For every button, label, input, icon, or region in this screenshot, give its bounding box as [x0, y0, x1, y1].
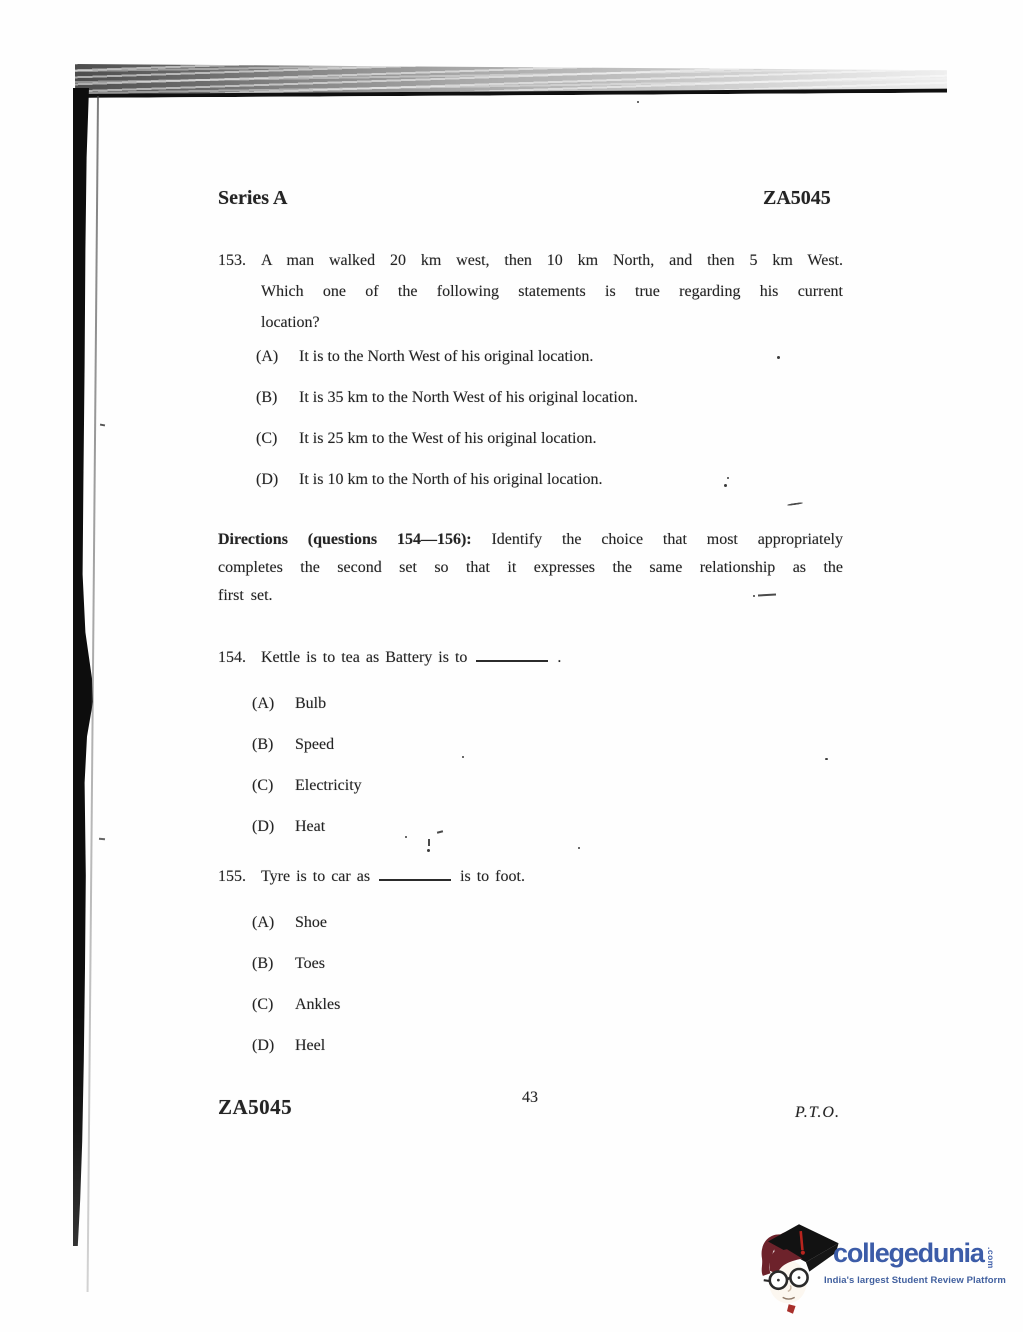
- question-153-number: 153.: [218, 252, 246, 269]
- question-153-line-3: location?: [261, 314, 320, 331]
- option-text: It is 10 km to the North of his original location.: [299, 471, 603, 488]
- scan-speck: [825, 758, 828, 760]
- question-154-option-c: [252, 776, 362, 796]
- option-text: It is to the North West of his original location.: [299, 348, 594, 365]
- page-number: 43: [522, 1089, 538, 1106]
- option-text: Heat: [295, 818, 326, 835]
- question-153-option-a: [256, 347, 593, 367]
- option-text: Heel: [295, 1037, 326, 1054]
- scan-speck: [462, 756, 464, 758]
- option-text: Toes: [295, 955, 325, 972]
- directions-text: Identify the choice that most appropriately: [491, 531, 844, 548]
- question-153-option-d: [256, 470, 603, 490]
- question-153-option-b: [256, 388, 638, 408]
- option-text: Shoe: [295, 914, 327, 931]
- question-155-text: [261, 867, 525, 887]
- option-label: (D): [252, 1037, 275, 1054]
- option-label: (C): [256, 430, 278, 447]
- question-154-option-d: [252, 817, 325, 837]
- question-155-option-a: [252, 913, 327, 933]
- question-154-number: 154.: [218, 649, 246, 666]
- question-153-option-c: [256, 429, 597, 449]
- scan-speck: [578, 847, 580, 849]
- option-label: (D): [252, 818, 275, 835]
- question-155-number: 155.: [218, 868, 246, 885]
- question-154-post-blank: .: [557, 649, 562, 666]
- scan-speck: [100, 424, 105, 427]
- option-text: It is 35 km to the North West of his original location.: [299, 389, 638, 406]
- scan-page-edge-band: [75, 59, 947, 98]
- question-153-line-1: A man walked 20 km west, then 10 km North, and then 5 km West.: [261, 252, 843, 269]
- pto-label: P.T.O.: [795, 1104, 840, 1121]
- question-154-option-b: [252, 735, 334, 755]
- question-154-pre-blank: Kettle is to tea as Battery is to: [261, 649, 468, 666]
- scan-speck: [724, 484, 727, 487]
- option-text: Bulb: [295, 695, 327, 712]
- answer-blank: [379, 874, 451, 881]
- question-155-post-blank: is to foot.: [460, 868, 525, 885]
- option-text: Ankles: [295, 996, 341, 1013]
- scan-speck: [753, 595, 755, 597]
- question-154-option-a: [252, 694, 326, 714]
- collegedunia-tagline: India's largest Student Review Platform: [824, 1275, 1006, 1286]
- option-label: (B): [256, 389, 278, 406]
- option-text: Speed: [295, 736, 335, 753]
- scan-speck: [428, 839, 430, 846]
- option-label: (A): [252, 914, 275, 931]
- paper-code-header: ZA5045: [763, 187, 831, 209]
- directions-line-2: completes the second set so that it expresses the same relationship as the: [218, 559, 843, 576]
- scan-speck: [427, 849, 430, 852]
- scan-speck: [437, 830, 443, 833]
- directions-line-3: first set.: [218, 587, 273, 604]
- option-text: It is 25 km to the West of his original location.: [299, 430, 597, 447]
- scan-speck: [637, 101, 639, 103]
- series-label: Series A: [218, 187, 288, 209]
- directions-line-1: [218, 526, 843, 554]
- scan-speck: [99, 838, 105, 841]
- option-text: Electricity: [295, 777, 362, 794]
- option-label: (C): [252, 777, 274, 794]
- scan-speck: [727, 477, 729, 479]
- paper-code-footer: ZA5045: [218, 1095, 293, 1119]
- option-label: (B): [252, 736, 274, 753]
- question-154-text: [261, 648, 561, 668]
- question-155-option-d: [252, 1036, 325, 1056]
- option-label: (B): [252, 955, 274, 972]
- scan-speck: [777, 356, 780, 359]
- collegedunia-brand-text: collegedunia: [833, 1238, 984, 1268]
- answer-blank: [476, 655, 548, 662]
- question-155-option-c: [252, 995, 340, 1015]
- question-153-line-2: Which one of the following statements is true regarding his current: [261, 283, 843, 300]
- question-155-option-b: [252, 954, 325, 974]
- directions-heading: Directions (questions 154—156):: [218, 531, 472, 548]
- option-label: (D): [256, 471, 279, 488]
- question-153-text: [261, 245, 843, 338]
- option-label: (A): [256, 348, 279, 365]
- collegedunia-mascot-icon: [756, 1222, 842, 1316]
- option-label: (A): [252, 695, 275, 712]
- scan-speck: [405, 836, 407, 838]
- collegedunia-tld-text: .com: [986, 1247, 996, 1269]
- question-155-pre-blank: Tyre is to car as: [261, 868, 371, 885]
- directions-block: [218, 526, 843, 610]
- option-label: (C): [252, 996, 274, 1013]
- scan-speck: [787, 502, 803, 506]
